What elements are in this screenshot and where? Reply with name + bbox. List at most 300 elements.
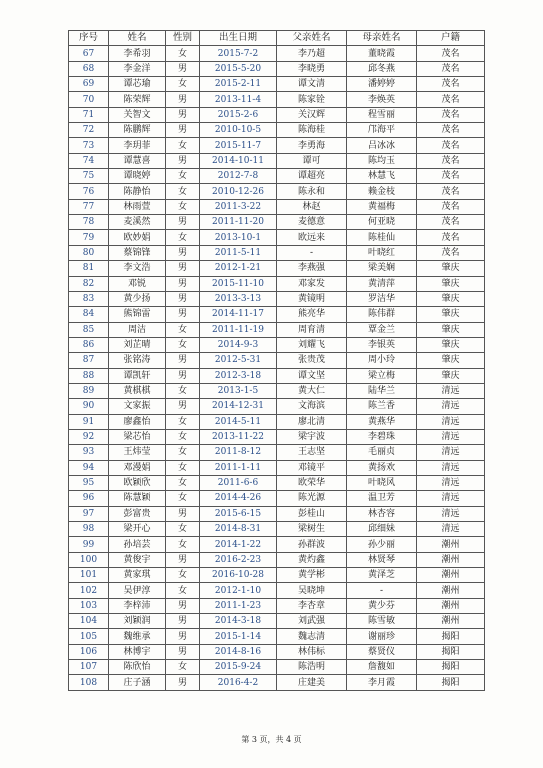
cell-seq: 91 [69,414,109,429]
cell-seq: 78 [69,215,109,230]
cell-hometown: 清远 [417,506,485,521]
table-row [69,552,485,567]
cell-mother-name: 陈兰香 [347,399,417,414]
cell-hometown: 肇庆 [417,291,485,306]
cell-name: 关智文 [109,107,166,122]
cell-mother-name: 吕冰冰 [347,138,417,153]
table-row [69,644,485,659]
cell-gender: 男 [166,107,200,122]
cell-seq: 84 [69,307,109,322]
cell-father-name: 谭文坚 [277,368,347,383]
cell-birth-date: 2014-10-11 [200,153,277,168]
cell-father-name: 陈海桂 [277,123,347,138]
cell-birth-date: 2014-3-18 [200,614,277,629]
cell-gender: 女 [166,568,200,583]
table-row [69,107,485,122]
cell-gender: 男 [166,598,200,613]
cell-birth-date: 2015-1-14 [200,629,277,644]
cell-seq: 107 [69,660,109,675]
cell-gender: 男 [166,123,200,138]
cell-hometown: 清远 [417,383,485,398]
table-row [69,61,485,76]
cell-father-name: - [277,245,347,260]
cell-mother-name: 李月霞 [347,675,417,690]
cell-gender: 女 [166,660,200,675]
table-row [69,583,485,598]
cell-birth-date: 2011-1-23 [200,598,277,613]
cell-seq: 68 [69,61,109,76]
cell-gender: 男 [166,92,200,107]
cell-seq: 97 [69,506,109,521]
table-row [69,46,485,61]
table-header-row [69,31,485,46]
cell-birth-date: 2011-8-12 [200,445,277,460]
table-row [69,460,485,475]
cell-gender: 女 [166,230,200,245]
table-row [69,614,485,629]
cell-mother-name: 詹馥如 [347,660,417,675]
cell-gender: 女 [166,537,200,552]
cell-seq: 95 [69,475,109,490]
cell-name: 欧妙娟 [109,230,166,245]
cell-hometown: 茂名 [417,77,485,92]
column-header-gender: 性别 [166,31,200,46]
cell-hometown: 清远 [417,522,485,537]
cell-gender: 男 [166,215,200,230]
cell-gender: 男 [166,629,200,644]
cell-gender: 男 [166,245,200,260]
cell-hometown: 肇庆 [417,353,485,368]
cell-father-name: 邓家发 [277,276,347,291]
cell-gender: 女 [166,383,200,398]
cell-name: 黄棋棋 [109,383,166,398]
cell-mother-name: 林慧飞 [347,169,417,184]
cell-name: 黄家琪 [109,568,166,583]
column-header-father-name: 父亲姓名 [277,31,347,46]
cell-mother-name: 程雪丽 [347,107,417,122]
cell-seq: 75 [69,169,109,184]
cell-gender: 女 [166,583,200,598]
cell-hometown: 揭阳 [417,644,485,659]
cell-mother-name: 邱细妹 [347,522,417,537]
cell-birth-date: 2015-11-7 [200,138,277,153]
cell-hometown: 潮州 [417,568,485,583]
cell-father-name: 黄灼鑫 [277,552,347,567]
cell-birth-date: 2014-5-11 [200,414,277,429]
cell-birth-date: 2012-1-10 [200,583,277,598]
cell-mother-name: 林杏容 [347,506,417,521]
cell-father-name: 邓镜平 [277,460,347,475]
table-row [69,414,485,429]
cell-mother-name: - [347,583,417,598]
cell-hometown: 茂名 [417,123,485,138]
cell-name: 欧颖欣 [109,475,166,490]
cell-mother-name: 陈伟群 [347,307,417,322]
cell-name: 廖鑫怡 [109,414,166,429]
cell-gender: 女 [166,169,200,184]
cell-name: 李文浩 [109,261,166,276]
table-row [69,506,485,521]
student-roster-table [68,30,485,691]
cell-gender: 女 [166,199,200,214]
cell-mother-name: 黄少芬 [347,598,417,613]
cell-hometown: 茂名 [417,107,485,122]
cell-mother-name: 黄泽芝 [347,568,417,583]
table-body [69,46,485,690]
cell-name: 孙培芸 [109,537,166,552]
cell-name: 黄少扬 [109,291,166,306]
table-row [69,138,485,153]
cell-gender: 女 [166,445,200,460]
cell-hometown: 肇庆 [417,368,485,383]
cell-father-name: 梁树生 [277,522,347,537]
cell-hometown: 清远 [417,460,485,475]
cell-name: 林博宇 [109,644,166,659]
cell-gender: 男 [166,276,200,291]
cell-name: 文家振 [109,399,166,414]
cell-birth-date: 2013-1-5 [200,383,277,398]
table-row [69,230,485,245]
cell-father-name: 麦德意 [277,215,347,230]
cell-hometown: 潮州 [417,552,485,567]
cell-mother-name: 赖金枝 [347,184,417,199]
cell-hometown: 潮州 [417,583,485,598]
table-row [69,153,485,168]
cell-seq: 85 [69,322,109,337]
cell-hometown: 茂名 [417,184,485,199]
cell-hometown: 清远 [417,429,485,444]
cell-gender: 女 [166,337,200,352]
cell-hometown: 肇庆 [417,261,485,276]
cell-gender: 男 [166,644,200,659]
cell-seq: 77 [69,199,109,214]
cell-mother-name: 黄福梅 [347,199,417,214]
table-row [69,261,485,276]
cell-birth-date: 2015-9-24 [200,660,277,675]
cell-mother-name: 覃金兰 [347,322,417,337]
cell-gender: 男 [166,153,200,168]
cell-name: 谭晓婷 [109,169,166,184]
cell-hometown: 肇庆 [417,337,485,352]
cell-hometown: 潮州 [417,537,485,552]
cell-seq: 98 [69,522,109,537]
cell-birth-date: 2010-10-5 [200,123,277,138]
cell-hometown: 肇庆 [417,276,485,291]
cell-gender: 女 [166,491,200,506]
cell-gender: 女 [166,429,200,444]
cell-mother-name: 蔡贤仪 [347,644,417,659]
cell-gender: 男 [166,353,200,368]
cell-birth-date: 2012-3-18 [200,368,277,383]
table-row [69,291,485,306]
table-row [69,199,485,214]
cell-name: 谭慧喜 [109,153,166,168]
cell-seq: 71 [69,107,109,122]
cell-mother-name: 陆华兰 [347,383,417,398]
cell-mother-name: 周小玲 [347,353,417,368]
cell-mother-name: 陈桂仙 [347,230,417,245]
cell-birth-date: 2011-11-19 [200,322,277,337]
cell-hometown: 茂名 [417,92,485,107]
cell-seq: 67 [69,46,109,61]
cell-seq: 76 [69,184,109,199]
table-row [69,660,485,675]
cell-name: 梁开心 [109,522,166,537]
cell-name: 李希羽 [109,46,166,61]
cell-mother-name: 陈雪敏 [347,614,417,629]
cell-seq: 93 [69,445,109,460]
cell-father-name: 林赵 [277,199,347,214]
cell-mother-name: 温卫芳 [347,491,417,506]
cell-birth-date: 2011-1-11 [200,460,277,475]
cell-father-name: 陈浩明 [277,660,347,675]
cell-mother-name: 黄扬欢 [347,460,417,475]
cell-seq: 81 [69,261,109,276]
cell-hometown: 茂名 [417,46,485,61]
table-row [69,522,485,537]
cell-father-name: 黄学彬 [277,568,347,583]
cell-gender: 男 [166,307,200,322]
cell-gender: 男 [166,61,200,76]
table-row [69,92,485,107]
cell-name: 陈静怡 [109,184,166,199]
cell-mother-name: 孙少丽 [347,537,417,552]
table-row [69,598,485,613]
table-row [69,322,485,337]
cell-father-name: 欧远来 [277,230,347,245]
cell-birth-date: 2011-5-11 [200,245,277,260]
cell-gender: 女 [166,322,200,337]
cell-birth-date: 2016-2-23 [200,552,277,567]
cell-father-name: 文海滨 [277,399,347,414]
table-row [69,353,485,368]
cell-mother-name: 陈均玉 [347,153,417,168]
cell-name: 梁芯怡 [109,429,166,444]
cell-seq: 89 [69,383,109,398]
cell-seq: 103 [69,598,109,613]
cell-father-name: 庄建美 [277,675,347,690]
cell-birth-date: 2014-11-17 [200,307,277,322]
cell-seq: 94 [69,460,109,475]
cell-seq: 90 [69,399,109,414]
table-row [69,123,485,138]
cell-father-name: 李燕强 [277,261,347,276]
cell-birth-date: 2014-12-31 [200,399,277,414]
cell-hometown: 肇庆 [417,322,485,337]
table-row [69,629,485,644]
cell-birth-date: 2010-12-26 [200,184,277,199]
table-row [69,399,485,414]
cell-father-name: 王志坚 [277,445,347,460]
cell-name: 陈慧颖 [109,491,166,506]
cell-birth-date: 2012-7-8 [200,169,277,184]
cell-name: 黄俊宇 [109,552,166,567]
cell-hometown: 茂名 [417,138,485,153]
table-row [69,215,485,230]
cell-birth-date: 2015-7-2 [200,46,277,61]
cell-name: 张铭涛 [109,353,166,368]
cell-father-name: 谭可 [277,153,347,168]
cell-birth-date: 2016-10-28 [200,568,277,583]
cell-gender: 男 [166,506,200,521]
cell-father-name: 关汉辉 [277,107,347,122]
cell-birth-date: 2011-3-22 [200,199,277,214]
cell-name: 吴伊淳 [109,583,166,598]
cell-birth-date: 2015-11-10 [200,276,277,291]
cell-hometown: 茂名 [417,230,485,245]
cell-name: 麦溪然 [109,215,166,230]
cell-gender: 男 [166,552,200,567]
cell-gender: 女 [166,475,200,490]
column-header-seq: 序号 [69,31,109,46]
cell-seq: 108 [69,675,109,690]
cell-mother-name: 李碧珠 [347,429,417,444]
cell-seq: 82 [69,276,109,291]
cell-seq: 87 [69,353,109,368]
cell-birth-date: 2014-1-22 [200,537,277,552]
cell-name: 陈欣怡 [109,660,166,675]
cell-mother-name: 叶晓风 [347,475,417,490]
column-header-mother-name: 母亲姓名 [347,31,417,46]
cell-hometown: 肇庆 [417,307,485,322]
cell-name: 谭芯瑜 [109,77,166,92]
cell-gender: 男 [166,614,200,629]
cell-name: 刘芷晴 [109,337,166,352]
table-row [69,429,485,444]
cell-mother-name: 黄清萍 [347,276,417,291]
table-row [69,383,485,398]
cell-hometown: 茂名 [417,61,485,76]
cell-mother-name: 李银英 [347,337,417,352]
cell-mother-name: 李焕英 [347,92,417,107]
cell-birth-date: 2014-8-31 [200,522,277,537]
cell-seq: 92 [69,429,109,444]
cell-name: 蔡锦锋 [109,245,166,260]
cell-mother-name: 谢丽珍 [347,629,417,644]
cell-name: 熊锦雷 [109,307,166,322]
cell-name: 周洁 [109,322,166,337]
cell-father-name: 李杏章 [277,598,347,613]
cell-birth-date: 2015-2-6 [200,107,277,122]
page-footer: 第 3 页，共 4 页 [241,735,302,744]
cell-name: 林雨萱 [109,199,166,214]
cell-father-name: 欧荣华 [277,475,347,490]
table-row [69,568,485,583]
cell-gender: 女 [166,414,200,429]
cell-hometown: 茂名 [417,215,485,230]
table-row [69,337,485,352]
cell-father-name: 李勇海 [277,138,347,153]
cell-father-name: 陈光源 [277,491,347,506]
column-header-birth-date: 出生日期 [200,31,277,46]
cell-seq: 69 [69,77,109,92]
cell-mother-name: 黄燕华 [347,414,417,429]
cell-birth-date: 2011-11-20 [200,215,277,230]
cell-hometown: 茂名 [417,169,485,184]
cell-hometown: 揭阳 [417,660,485,675]
cell-hometown: 潮州 [417,614,485,629]
cell-birth-date: 2014-4-26 [200,491,277,506]
cell-hometown: 潮州 [417,598,485,613]
cell-birth-date: 2012-1-21 [200,261,277,276]
cell-mother-name: 邝海平 [347,123,417,138]
cell-birth-date: 2015-6-15 [200,506,277,521]
cell-birth-date: 2015-5-20 [200,61,277,76]
cell-gender: 女 [166,138,200,153]
cell-seq: 73 [69,138,109,153]
cell-hometown: 清远 [417,414,485,429]
cell-gender: 女 [166,46,200,61]
cell-mother-name: 何亚晓 [347,215,417,230]
cell-seq: 101 [69,568,109,583]
cell-name: 陈荣辉 [109,92,166,107]
cell-name: 邓漫娟 [109,460,166,475]
cell-name: 王炜莹 [109,445,166,460]
column-header-hometown: 户籍 [417,31,485,46]
cell-name: 李金洋 [109,61,166,76]
cell-birth-date: 2011-6-6 [200,475,277,490]
cell-gender: 女 [166,77,200,92]
cell-hometown: 茂名 [417,153,485,168]
cell-gender: 男 [166,675,200,690]
cell-mother-name: 毛丽贞 [347,445,417,460]
cell-name: 庄子涵 [109,675,166,690]
cell-hometown: 茂名 [417,199,485,214]
cell-seq: 83 [69,291,109,306]
table-row [69,368,485,383]
cell-gender: 女 [166,460,200,475]
cell-birth-date: 2014-9-3 [200,337,277,352]
cell-father-name: 黄大仁 [277,383,347,398]
cell-seq: 96 [69,491,109,506]
cell-hometown: 清远 [417,399,485,414]
cell-name: 彭富贵 [109,506,166,521]
cell-father-name: 陈永和 [277,184,347,199]
cell-father-name: 周育清 [277,322,347,337]
cell-hometown: 清远 [417,491,485,506]
cell-father-name: 廖北清 [277,414,347,429]
cell-name: 李玥菲 [109,138,166,153]
cell-seq: 99 [69,537,109,552]
cell-father-name: 彭桂山 [277,506,347,521]
cell-mother-name: 潘婷婷 [347,77,417,92]
cell-birth-date: 2013-10-1 [200,230,277,245]
cell-father-name: 张贵茂 [277,353,347,368]
cell-birth-date: 2013-11-4 [200,92,277,107]
table-row [69,245,485,260]
table-row [69,169,485,184]
table-row [69,675,485,690]
table-row [69,77,485,92]
cell-birth-date: 2013-3-13 [200,291,277,306]
cell-hometown: 揭阳 [417,675,485,690]
cell-hometown: 茂名 [417,245,485,260]
cell-birth-date: 2014-8-16 [200,644,277,659]
cell-seq: 86 [69,337,109,352]
cell-gender: 女 [166,522,200,537]
cell-father-name: 陈家铨 [277,92,347,107]
cell-gender: 女 [166,184,200,199]
cell-seq: 105 [69,629,109,644]
table-row [69,184,485,199]
cell-name: 邓锐 [109,276,166,291]
cell-name: 魏维承 [109,629,166,644]
cell-seq: 70 [69,92,109,107]
cell-mother-name: 叶晓红 [347,245,417,260]
cell-gender: 男 [166,261,200,276]
cell-mother-name: 梁美娴 [347,261,417,276]
cell-birth-date: 2013-11-22 [200,429,277,444]
